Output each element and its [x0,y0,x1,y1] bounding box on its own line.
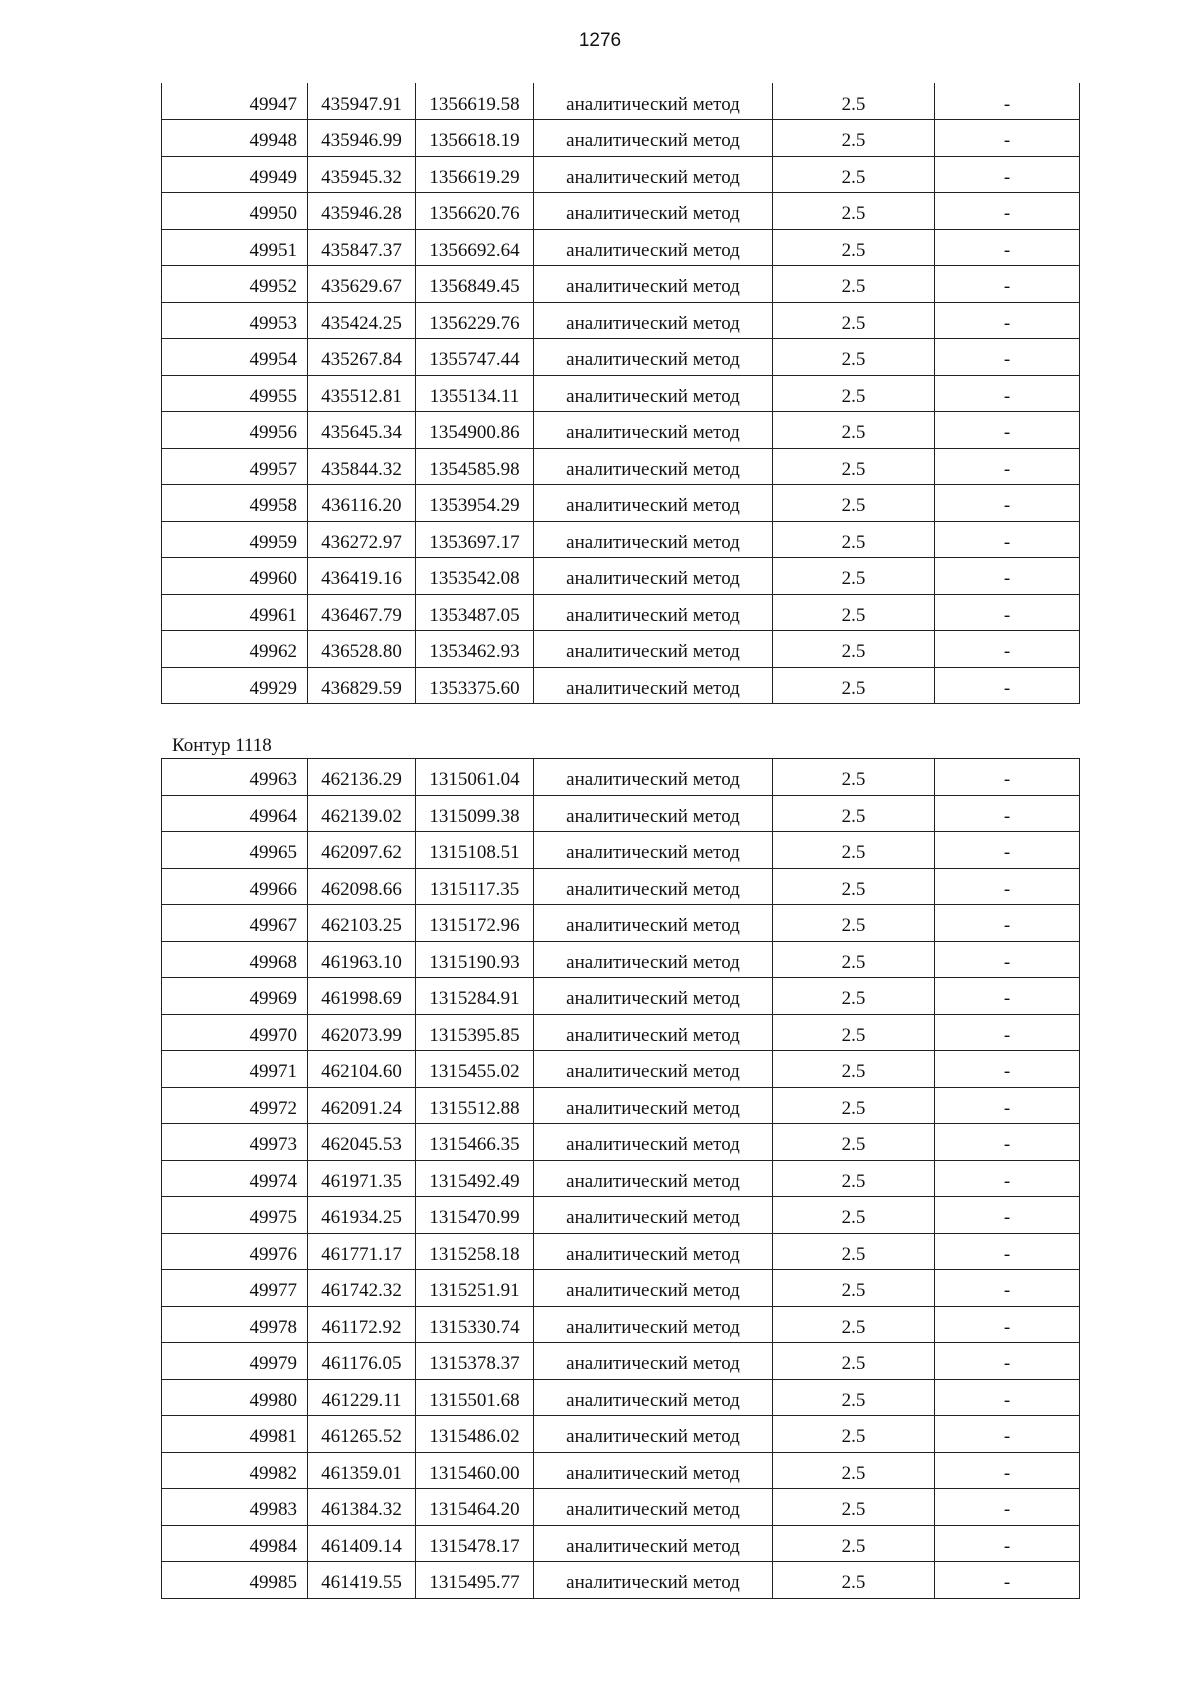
description-cell: - [935,1416,1080,1453]
y-coordinate-cell: 1356618.19 [416,120,534,157]
x-coordinate-cell: 461172.92 [308,1306,416,1343]
point-number-cell: 49976 [162,1233,308,1270]
x-coordinate-cell: 462045.53 [308,1124,416,1161]
point-number-cell: 49958 [162,485,308,522]
accuracy-cell: 2.5 [773,1160,935,1197]
method-cell: аналитический метод [534,832,773,869]
table-row [162,941,1080,978]
method-cell: аналитический метод [534,412,773,449]
method-cell: аналитический метод [534,558,773,595]
x-coordinate-cell: 436528.80 [308,631,416,668]
x-coordinate-cell: 435946.28 [308,193,416,230]
y-coordinate-cell: 1315495.77 [416,1562,534,1599]
table-row [162,1306,1080,1343]
accuracy-cell: 2.5 [773,631,935,668]
accuracy-cell: 2.5 [773,978,935,1015]
description-cell: - [935,1452,1080,1489]
x-coordinate-cell: 462097.62 [308,832,416,869]
x-coordinate-cell: 461742.32 [308,1270,416,1307]
point-number-cell: 49962 [162,631,308,668]
point-number-cell: 49983 [162,1489,308,1526]
accuracy-cell: 2.5 [773,558,935,595]
table-row [162,412,1080,449]
x-coordinate-cell: 461265.52 [308,1416,416,1453]
description-cell: - [935,667,1080,704]
y-coordinate-cell: 1315466.35 [416,1124,534,1161]
y-coordinate-cell: 1355747.44 [416,339,534,376]
accuracy-cell: 2.5 [773,905,935,942]
description-cell: - [935,156,1080,193]
y-coordinate-cell: 1354585.98 [416,448,534,485]
y-coordinate-cell: 1356619.58 [416,83,534,120]
description-cell: - [935,1124,1080,1161]
accuracy-cell: 2.5 [773,302,935,339]
table-row [162,193,1080,230]
x-coordinate-cell: 435629.67 [308,266,416,303]
accuracy-cell: 2.5 [773,759,935,796]
accuracy-cell: 2.5 [773,941,935,978]
table-row [162,1051,1080,1088]
method-cell: аналитический метод [534,868,773,905]
table-row [162,156,1080,193]
description-cell: - [935,868,1080,905]
point-number-cell: 49947 [162,83,308,120]
coordinates-table-top [161,83,1080,704]
description-cell: - [935,558,1080,595]
x-coordinate-cell: 462136.29 [308,759,416,796]
point-number-cell: 49949 [162,156,308,193]
table-row [162,1087,1080,1124]
accuracy-cell: 2.5 [773,1379,935,1416]
y-coordinate-cell: 1315378.37 [416,1343,534,1380]
method-cell: аналитический метод [534,485,773,522]
description-cell: - [935,448,1080,485]
description-cell: - [935,594,1080,631]
accuracy-cell: 2.5 [773,868,935,905]
accuracy-cell: 2.5 [773,521,935,558]
x-coordinate-cell: 461384.32 [308,1489,416,1526]
description-cell: - [935,905,1080,942]
y-coordinate-cell: 1353375.60 [416,667,534,704]
y-coordinate-cell: 1356692.64 [416,229,534,266]
y-coordinate-cell: 1356849.45 [416,266,534,303]
point-number-cell: 49969 [162,978,308,1015]
point-number-cell: 49971 [162,1051,308,1088]
point-number-cell: 49964 [162,795,308,832]
method-cell: аналитический метод [534,1087,773,1124]
point-number-cell: 49982 [162,1452,308,1489]
method-cell: аналитический метод [534,1452,773,1489]
table-row [162,1489,1080,1526]
method-cell: аналитический метод [534,759,773,796]
y-coordinate-cell: 1353462.93 [416,631,534,668]
table-body [162,83,1080,704]
description-cell: - [935,1087,1080,1124]
contour-label: Контур 1118 [172,735,272,756]
table-row [162,1416,1080,1453]
table-row [162,558,1080,595]
description-cell: - [935,229,1080,266]
accuracy-cell: 2.5 [773,1270,935,1307]
x-coordinate-cell: 436829.59 [308,667,416,704]
accuracy-cell: 2.5 [773,448,935,485]
y-coordinate-cell: 1315172.96 [416,905,534,942]
table-row [162,667,1080,704]
description-cell: - [935,1562,1080,1599]
point-number-cell: 49970 [162,1014,308,1051]
y-coordinate-cell: 1315486.02 [416,1416,534,1453]
description-cell: - [935,978,1080,1015]
description-cell: - [935,193,1080,230]
table-row [162,868,1080,905]
method-cell: аналитический метод [534,631,773,668]
accuracy-cell: 2.5 [773,1197,935,1234]
point-number-cell: 49959 [162,521,308,558]
method-cell: аналитический метод [534,229,773,266]
method-cell: аналитический метод [534,1379,773,1416]
point-number-cell: 49981 [162,1416,308,1453]
description-cell: - [935,120,1080,157]
x-coordinate-cell: 436116.20 [308,485,416,522]
accuracy-cell: 2.5 [773,156,935,193]
accuracy-cell: 2.5 [773,229,935,266]
accuracy-cell: 2.5 [773,412,935,449]
y-coordinate-cell: 1356620.76 [416,193,534,230]
point-number-cell: 49967 [162,905,308,942]
description-cell: - [935,412,1080,449]
y-coordinate-cell: 1315455.02 [416,1051,534,1088]
method-cell: аналитический метод [534,1489,773,1526]
table-body [162,759,1080,1599]
y-coordinate-cell: 1315492.49 [416,1160,534,1197]
table-row [162,1525,1080,1562]
method-cell: аналитический метод [534,120,773,157]
accuracy-cell: 2.5 [773,1562,935,1599]
x-coordinate-cell: 461419.55 [308,1562,416,1599]
point-number-cell: 49956 [162,412,308,449]
y-coordinate-cell: 1353954.29 [416,485,534,522]
x-coordinate-cell: 435945.32 [308,156,416,193]
method-cell: аналитический метод [534,448,773,485]
table-row [162,375,1080,412]
x-coordinate-cell: 462073.99 [308,1014,416,1051]
y-coordinate-cell: 1315470.99 [416,1197,534,1234]
table-row [162,302,1080,339]
table-row [162,339,1080,376]
y-coordinate-cell: 1315478.17 [416,1525,534,1562]
table-row [162,1197,1080,1234]
x-coordinate-cell: 462103.25 [308,905,416,942]
table-row [162,1233,1080,1270]
table-row [162,1452,1080,1489]
point-number-cell: 49951 [162,229,308,266]
table-row [162,485,1080,522]
accuracy-cell: 2.5 [773,1343,935,1380]
x-coordinate-cell: 435844.32 [308,448,416,485]
y-coordinate-cell: 1315251.91 [416,1270,534,1307]
description-cell: - [935,302,1080,339]
x-coordinate-cell: 435946.99 [308,120,416,157]
method-cell: аналитический метод [534,1197,773,1234]
description-cell: - [935,83,1080,120]
method-cell: аналитический метод [534,266,773,303]
y-coordinate-cell: 1315190.93 [416,941,534,978]
point-number-cell: 49975 [162,1197,308,1234]
point-number-cell: 49984 [162,1525,308,1562]
x-coordinate-cell: 461971.35 [308,1160,416,1197]
method-cell: аналитический метод [534,905,773,942]
point-number-cell: 49972 [162,1087,308,1124]
description-cell: - [935,266,1080,303]
point-number-cell: 49980 [162,1379,308,1416]
method-cell: аналитический метод [534,1562,773,1599]
point-number-cell: 49957 [162,448,308,485]
point-number-cell: 49985 [162,1562,308,1599]
x-coordinate-cell: 435947.91 [308,83,416,120]
x-coordinate-cell: 461176.05 [308,1343,416,1380]
x-coordinate-cell: 462091.24 [308,1087,416,1124]
page-number: 1276 [578,30,622,51]
method-cell: аналитический метод [534,978,773,1015]
description-cell: - [935,521,1080,558]
table-row [162,266,1080,303]
table-row [162,832,1080,869]
point-number-cell: 49963 [162,759,308,796]
table-row [162,594,1080,631]
accuracy-cell: 2.5 [773,795,935,832]
x-coordinate-cell: 435847.37 [308,229,416,266]
method-cell: аналитический метод [534,83,773,120]
y-coordinate-cell: 1355134.11 [416,375,534,412]
accuracy-cell: 2.5 [773,594,935,631]
y-coordinate-cell: 1354900.86 [416,412,534,449]
description-cell: - [935,1270,1080,1307]
table-row [162,759,1080,796]
x-coordinate-cell: 435267.84 [308,339,416,376]
accuracy-cell: 2.5 [773,1233,935,1270]
method-cell: аналитический метод [534,302,773,339]
point-number-cell: 49952 [162,266,308,303]
method-cell: аналитический метод [534,1233,773,1270]
point-number-cell: 49929 [162,667,308,704]
x-coordinate-cell: 461963.10 [308,941,416,978]
accuracy-cell: 2.5 [773,193,935,230]
method-cell: аналитический метод [534,1306,773,1343]
point-number-cell: 49977 [162,1270,308,1307]
y-coordinate-cell: 1353542.08 [416,558,534,595]
table-row [162,1379,1080,1416]
accuracy-cell: 2.5 [773,339,935,376]
table-row [162,1343,1080,1380]
point-number-cell: 49950 [162,193,308,230]
table-row [162,905,1080,942]
description-cell: - [935,1306,1080,1343]
method-cell: аналитический метод [534,375,773,412]
method-cell: аналитический метод [534,193,773,230]
method-cell: аналитический метод [534,1525,773,1562]
point-number-cell: 49961 [162,594,308,631]
point-number-cell: 49948 [162,120,308,157]
description-cell: - [935,1343,1080,1380]
x-coordinate-cell: 435424.25 [308,302,416,339]
table-row [162,83,1080,120]
description-cell: - [935,339,1080,376]
y-coordinate-cell: 1353487.05 [416,594,534,631]
method-cell: аналитический метод [534,667,773,704]
table-row [162,229,1080,266]
point-number-cell: 49954 [162,339,308,376]
method-cell: аналитический метод [534,1014,773,1051]
y-coordinate-cell: 1353697.17 [416,521,534,558]
accuracy-cell: 2.5 [773,1416,935,1453]
description-cell: - [935,1525,1080,1562]
x-coordinate-cell: 461771.17 [308,1233,416,1270]
x-coordinate-cell: 461229.11 [308,1379,416,1416]
table-row [162,1562,1080,1599]
accuracy-cell: 2.5 [773,266,935,303]
point-number-cell: 49960 [162,558,308,595]
accuracy-cell: 2.5 [773,485,935,522]
accuracy-cell: 2.5 [773,1051,935,1088]
table-row [162,1160,1080,1197]
method-cell: аналитический метод [534,1160,773,1197]
accuracy-cell: 2.5 [773,1014,935,1051]
method-cell: аналитический метод [534,1051,773,1088]
y-coordinate-cell: 1315108.51 [416,832,534,869]
x-coordinate-cell: 436272.97 [308,521,416,558]
table-row [162,448,1080,485]
description-cell: - [935,1489,1080,1526]
description-cell: - [935,631,1080,668]
method-cell: аналитический метод [534,1270,773,1307]
x-coordinate-cell: 462098.66 [308,868,416,905]
x-coordinate-cell: 436467.79 [308,594,416,631]
table-row [162,795,1080,832]
method-cell: аналитический метод [534,594,773,631]
point-number-cell: 49953 [162,302,308,339]
x-coordinate-cell: 436419.16 [308,558,416,595]
accuracy-cell: 2.5 [773,667,935,704]
point-number-cell: 49965 [162,832,308,869]
method-cell: аналитический метод [534,1343,773,1380]
accuracy-cell: 2.5 [773,83,935,120]
accuracy-cell: 2.5 [773,120,935,157]
table-row [162,120,1080,157]
y-coordinate-cell: 1315061.04 [416,759,534,796]
accuracy-cell: 2.5 [773,1124,935,1161]
x-coordinate-cell: 462139.02 [308,795,416,832]
description-cell: - [935,1051,1080,1088]
method-cell: аналитический метод [534,156,773,193]
table-row [162,978,1080,1015]
accuracy-cell: 2.5 [773,1452,935,1489]
x-coordinate-cell: 461934.25 [308,1197,416,1234]
y-coordinate-cell: 1356229.76 [416,302,534,339]
x-coordinate-cell: 435645.34 [308,412,416,449]
description-cell: - [935,1014,1080,1051]
method-cell: аналитический метод [534,521,773,558]
description-cell: - [935,795,1080,832]
description-cell: - [935,1379,1080,1416]
point-number-cell: 49973 [162,1124,308,1161]
table-row [162,1270,1080,1307]
table-row [162,1124,1080,1161]
x-coordinate-cell: 461359.01 [308,1452,416,1489]
point-number-cell: 49979 [162,1343,308,1380]
accuracy-cell: 2.5 [773,375,935,412]
y-coordinate-cell: 1315284.91 [416,978,534,1015]
coordinates-table-contour-1118 [161,758,1080,1599]
method-cell: аналитический метод [534,1416,773,1453]
accuracy-cell: 2.5 [773,1306,935,1343]
description-cell: - [935,759,1080,796]
x-coordinate-cell: 462104.60 [308,1051,416,1088]
y-coordinate-cell: 1315460.00 [416,1452,534,1489]
y-coordinate-cell: 1315258.18 [416,1233,534,1270]
accuracy-cell: 2.5 [773,1087,935,1124]
x-coordinate-cell: 461998.69 [308,978,416,1015]
method-cell: аналитический метод [534,1124,773,1161]
description-cell: - [935,375,1080,412]
point-number-cell: 49955 [162,375,308,412]
table-row [162,1014,1080,1051]
method-cell: аналитический метод [534,795,773,832]
point-number-cell: 49978 [162,1306,308,1343]
method-cell: аналитический метод [534,941,773,978]
y-coordinate-cell: 1315395.85 [416,1014,534,1051]
y-coordinate-cell: 1356619.29 [416,156,534,193]
description-cell: - [935,1197,1080,1234]
y-coordinate-cell: 1315501.68 [416,1379,534,1416]
description-cell: - [935,832,1080,869]
point-number-cell: 49966 [162,868,308,905]
y-coordinate-cell: 1315117.35 [416,868,534,905]
y-coordinate-cell: 1315512.88 [416,1087,534,1124]
point-number-cell: 49974 [162,1160,308,1197]
description-cell: - [935,485,1080,522]
y-coordinate-cell: 1315464.20 [416,1489,534,1526]
description-cell: - [935,1233,1080,1270]
y-coordinate-cell: 1315099.38 [416,795,534,832]
accuracy-cell: 2.5 [773,1525,935,1562]
description-cell: - [935,1160,1080,1197]
point-number-cell: 49968 [162,941,308,978]
description-cell: - [935,941,1080,978]
table-row [162,631,1080,668]
accuracy-cell: 2.5 [773,832,935,869]
y-coordinate-cell: 1315330.74 [416,1306,534,1343]
x-coordinate-cell: 435512.81 [308,375,416,412]
method-cell: аналитический метод [534,339,773,376]
accuracy-cell: 2.5 [773,1489,935,1526]
table-row [162,521,1080,558]
x-coordinate-cell: 461409.14 [308,1525,416,1562]
